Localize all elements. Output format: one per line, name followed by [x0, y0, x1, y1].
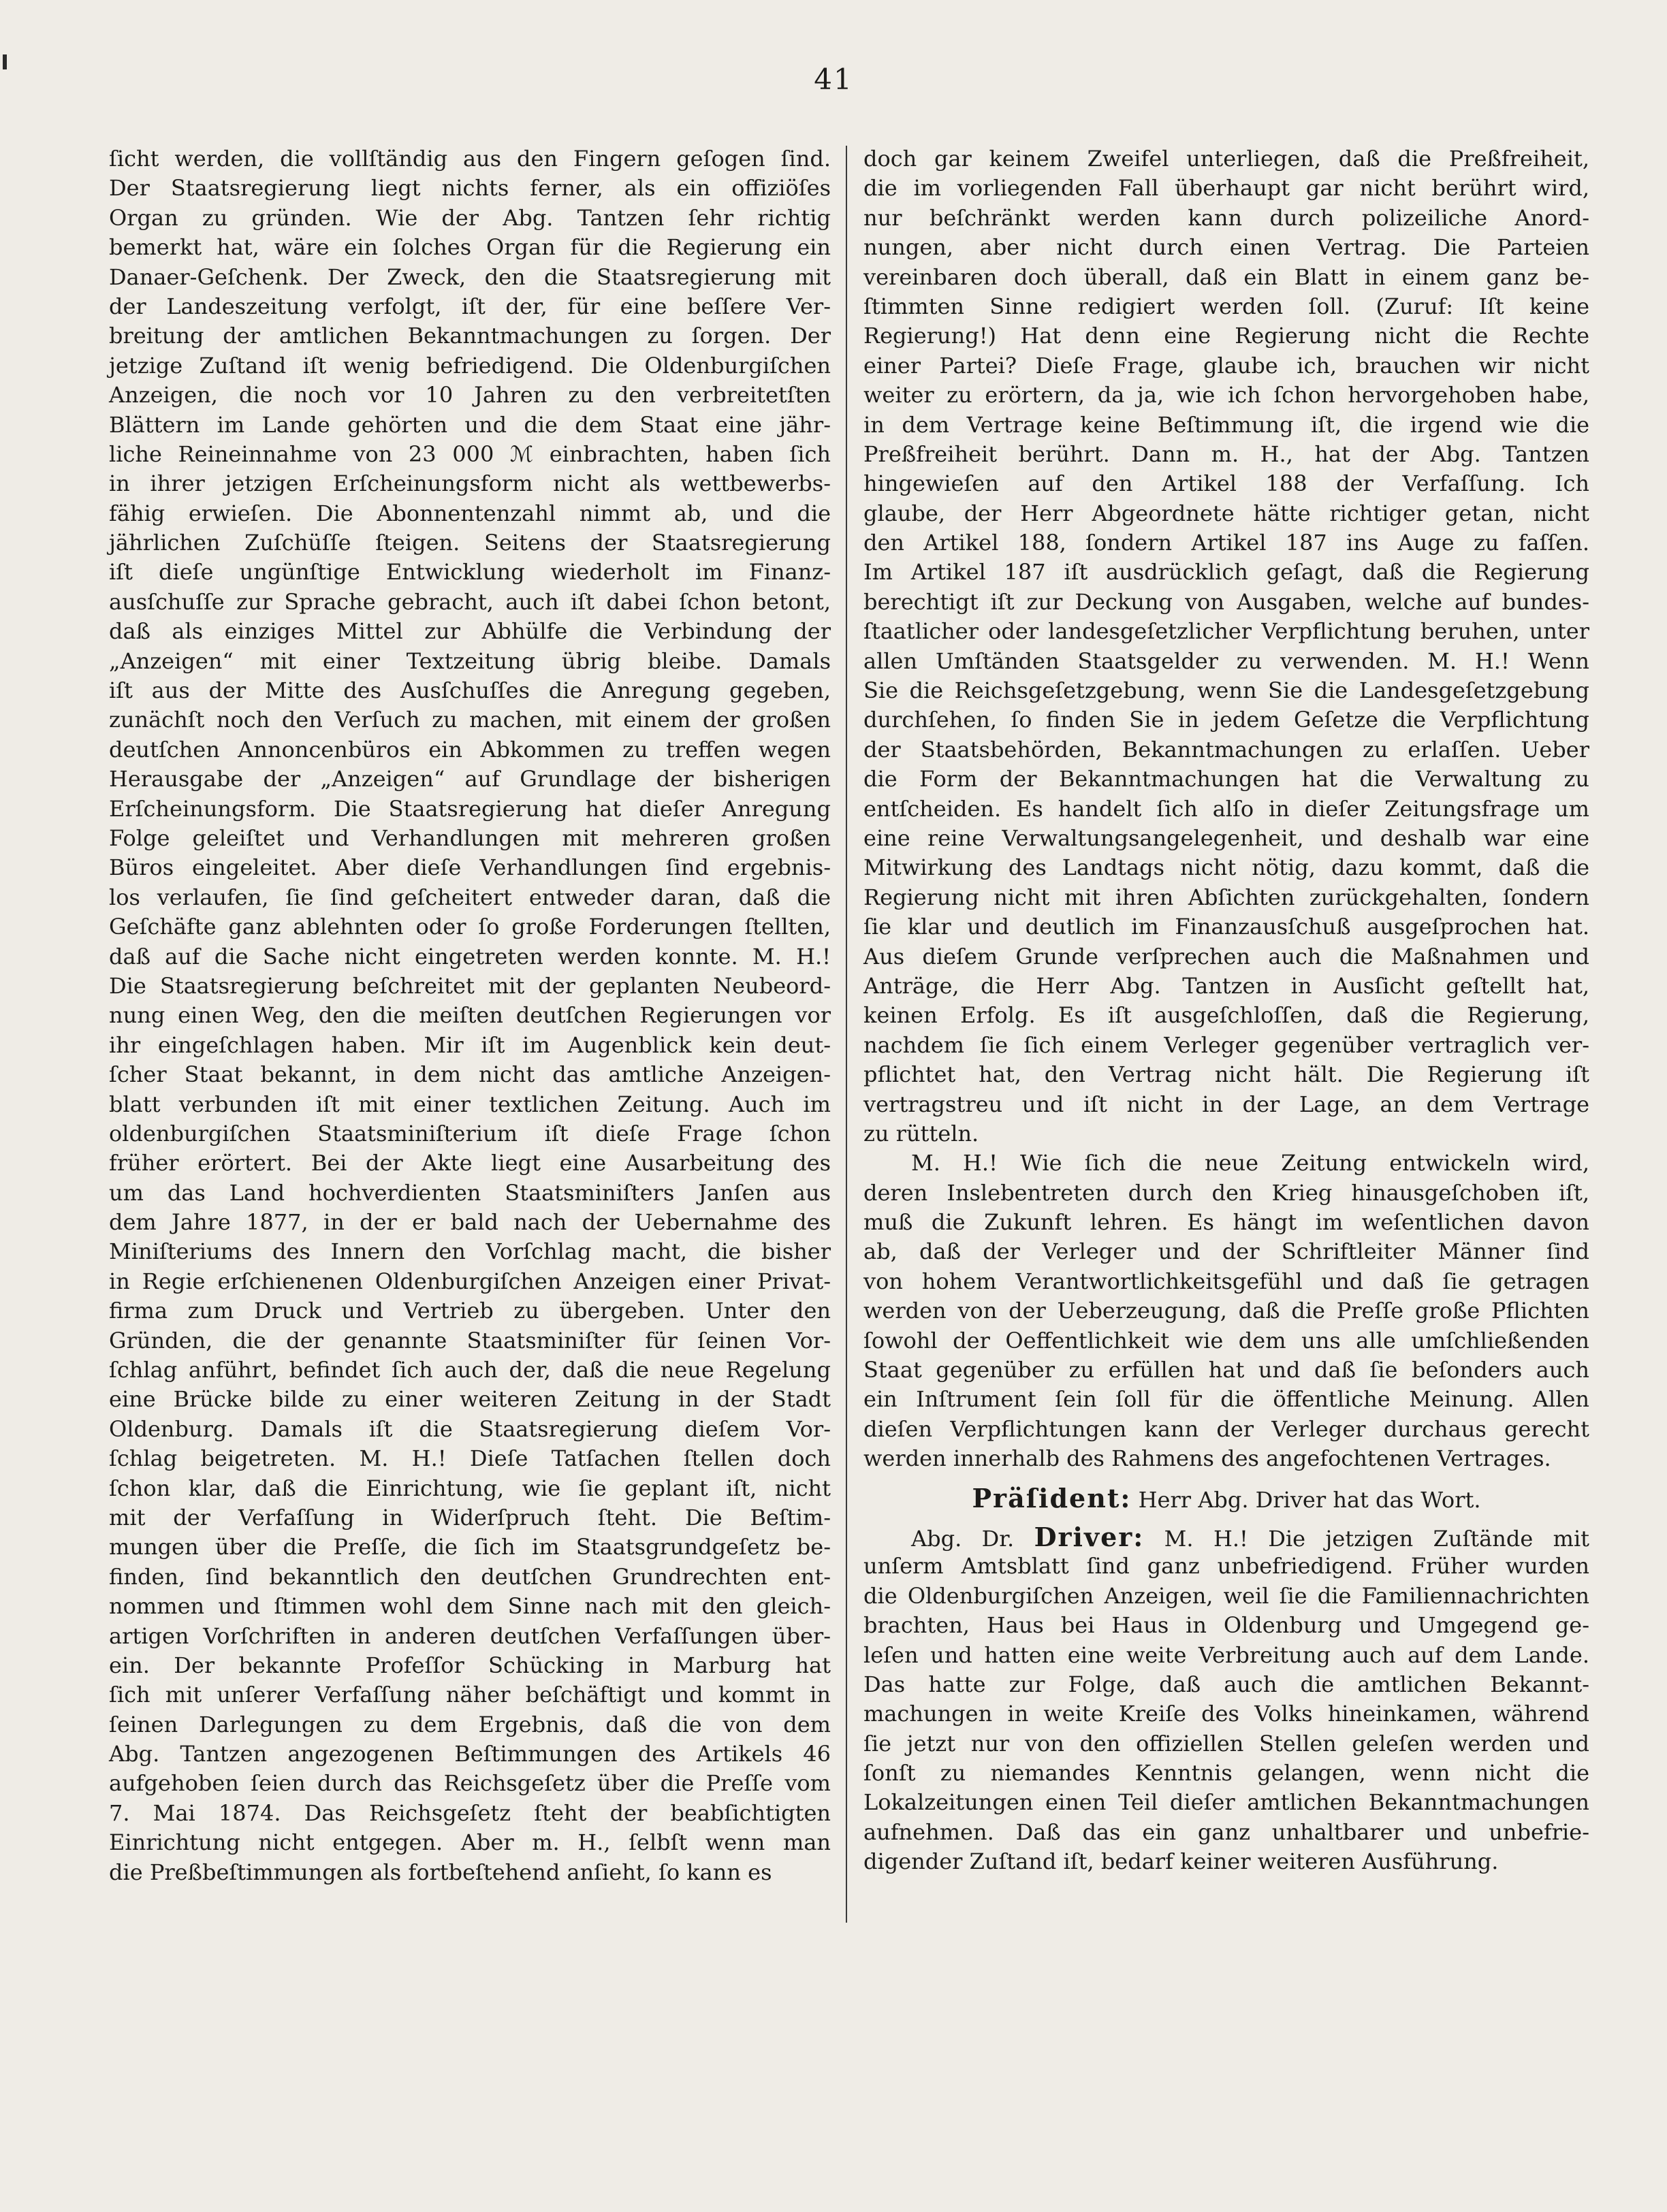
text-line: jetzige Zuſtand iſt wenig befriedigend. Die Oldenburgiſchen	[109, 352, 831, 379]
text-line: machungen in weite Kreiſe des Volks hineinkamen, während	[863, 1701, 1589, 1727]
text-line: dem Jahre 1877, in der er bald nach der Uebernahme des	[109, 1209, 831, 1236]
text-line: 7. Mai 1874. Das Reichsgeſetz ſteht der beabſichtigten	[109, 1799, 831, 1826]
text-line: ſowohl der Oeffentlichkeit wie dem uns alle umſchließenden	[863, 1327, 1589, 1353]
text-line: Büros eingeleitet. Aber dieſe Verhandlungen ſind ergebnis-	[109, 854, 831, 881]
text-line: mit der Verfaſſung in Widerſpruch ſteht. Die Beſtim-	[109, 1504, 831, 1530]
text-line: den Artikel 188, ſondern Artikel 187 ins Auge zu faſſen.	[863, 530, 1589, 556]
text-line: Einrichtung nicht entgegen. Aber m. H., ſelbſt wenn man	[109, 1829, 831, 1856]
text-line: Herausgabe der „Anzeigen“ auf Grundlage der bisherigen	[109, 766, 831, 792]
text-line: in dem Vertrage keine Beſtimmung iſt, die irgend wie die	[863, 411, 1589, 438]
text-line: ſich mit unſerer Verfaſſung näher beſchäftigt und kommt in	[109, 1682, 831, 1708]
text-line: die Preßbeſtimmungen als fortbeſtehend anſieht, ſo kann es	[109, 1859, 772, 1885]
text-line: Staat gegenüber zu erfüllen hat und daß ſie beſonders auch	[863, 1357, 1589, 1383]
text-line: der Landeszeitung verfolgt, iſt der, für eine beſſere Ver-	[109, 293, 831, 319]
text-line: nommen und ſtimmen wohl dem Sinne nach mit den gleich-	[109, 1593, 831, 1620]
right-column	[863, 144, 1589, 1877]
text-line: ſchlag beigetreten. M. H.! Dieſe Tatſachen ſtellen doch	[109, 1445, 831, 1472]
text-line: entſcheiden. Es handelt ſich alſo in dieſer Zeitungsfrage um	[863, 795, 1589, 822]
text-line: Danaer-Geſchenk. Der Zweck, den die Staatsregierung mit	[109, 263, 831, 290]
text-line: dieſen Verpflichtungen kann der Verleger durchaus gerecht	[863, 1415, 1589, 1442]
text-line: Sie die Reichsgeſetzgebung, wenn Sie die Landesgeſetzgebung	[863, 677, 1589, 704]
text-line: ſtaatlicher oder landesgeſetzlicher Verpflichtung beruhen, unter	[863, 618, 1589, 645]
text-line: Anzeigen, die noch vor 10 Jahren zu den verbreitetſten	[109, 382, 831, 408]
text-line: durchſehen, ſo finden Sie in jedem Geſetze die Verpflichtung	[863, 707, 1589, 733]
text-line: deutſchen Annoncenbüros ein Abkommen zu treffen wegen	[109, 736, 831, 763]
text-line: zunächſt noch den Verſuch zu machen, mit einem der großen	[109, 707, 831, 733]
text-line: früher erörtert. Bei der Akte liegt eine Ausarbeitung des	[109, 1150, 831, 1176]
text-line: Geſchäfte ganz ablehnten oder ſo große Forderungen ſtellten,	[109, 914, 831, 940]
text-line: Abg. Tantzen angezogenen Beſtimmungen des Artikels 46	[109, 1741, 831, 1767]
text-line: ſcher Staat bekannt, in dem nicht das amtliche Anzeigen-	[109, 1061, 831, 1088]
text-line: die Oldenburgiſchen Anzeigen, weil ſie die Familiennachrichten	[863, 1582, 1589, 1609]
text-line: aufnehmen. Daß das ein ganz unhaltbarer und unbefrie-	[863, 1818, 1589, 1845]
text-line: der Staatsbehörden, Bekanntmachungen zu erlaſſen. Ueber	[863, 736, 1589, 763]
driver-speaker: Driver:	[1034, 1521, 1145, 1552]
text-line: daß als einziges Mittel zur Abhülfe die Verbindung der	[109, 618, 831, 645]
text-line: ſie jetzt nur von den offiziellen Stellen geleſen werden und	[863, 1730, 1589, 1757]
text-line: allen Umſtänden Staatsgelder zu verwenden. M. H.! Wenn	[863, 647, 1589, 674]
text-line: M. H.! Wie ſich die neue Zeitung entwickeln wird,	[911, 1150, 1589, 1176]
column-divider	[846, 146, 847, 1923]
text-line: Anträge, die Herr Abg. Tantzen in Ausſicht geſtellt hat,	[863, 972, 1589, 999]
text-line: eine Brücke bilde zu einer weiteren Zeitung in der Stadt	[109, 1386, 831, 1413]
left-column	[109, 144, 831, 1887]
text-line: iſt aus der Mitte des Ausſchuſſes die Anregung gegeben,	[109, 677, 831, 704]
text-line: Aus dieſem Grunde verſprechen auch die Maßnahmen und	[863, 943, 1589, 969]
text-line: Folge geleiſtet und Verhandlungen mit mehreren großen	[109, 824, 831, 851]
text-line: Blättern im Lande gehörten und die dem Staat eine jähr-	[109, 411, 831, 438]
text-line: in Regie erſchienenen Oldenburgiſchen Anzeigen einer Privat-	[109, 1268, 831, 1294]
text-line: Das hatte zur Folge, daß auch die amtlichen Bekannt-	[863, 1671, 1589, 1697]
text-line: iſt dieſe ungünſtige Entwicklung wiederholt im Finanz-	[109, 559, 831, 586]
text-line: Mitwirkung des Landtags nicht nötig, dazu kommt, daß die	[863, 854, 1589, 881]
text-line: werden innerhalb des Rahmens des angefochtenen Vertrages.	[863, 1445, 1551, 1472]
text-line: ſonſt zu niemandes Kenntnis gelangen, wenn nicht die	[863, 1760, 1589, 1786]
text-line: glaube, der Herr Abgeordnete hätte richtiger getan, nicht	[863, 500, 1589, 526]
driver-first-text: M. H.! Die jetzigen Zuſtände mit	[1164, 1525, 1590, 1552]
driver-speech	[863, 1552, 1589, 1876]
text-line: digender Zuſtand iſt, bedarf keiner weiteren Ausführung.	[863, 1848, 1499, 1875]
text-line: Der Staatsregierung liegt nichts ferner, als ein offiziöſes	[109, 175, 831, 202]
text-line: nungen, aber nicht durch einen Vertrag. Die Parteien	[863, 234, 1589, 261]
right-column-part-a	[863, 144, 1589, 1149]
text-line: in ihrer jetzigen Erſcheinungsform nicht als wettbewerbs-	[109, 470, 831, 497]
text-line: ſeinen Darlegungen zu dem Ergebnis, daß die von dem	[109, 1711, 831, 1737]
text-line: ein Inſtrument ſein ſoll für die öffentliche Meinung. Allen	[863, 1386, 1589, 1413]
text-line: Oldenburg. Damals iſt die Staatsregierung dieſem Vor-	[109, 1415, 831, 1442]
text-line: nachdem ſie ſich einem Verleger gegenüber vertraglich ver-	[863, 1031, 1589, 1058]
text-line: ſchlag anführt, befindet ſich auch der, daß die neue Regelung	[109, 1357, 831, 1383]
text-line: Die Staatsregierung beſchreitet mit der geplanten Neubeord-	[109, 972, 831, 999]
text-line: einer Partei? Dieſe Frage, glaube ich, brauchen wir nicht	[863, 352, 1589, 379]
text-line: vereinbaren doch überall, daß ein Blatt in einem ganz be-	[863, 263, 1589, 290]
text-line: artigen Vorſchriften in anderen deutſchen Verfaſſungen über-	[109, 1622, 831, 1649]
text-line: Miniſteriums des Innern den Vorſchlag macht, die bisher	[109, 1238, 831, 1265]
text-line: ſtimmten Sinne redigiert werden ſoll. (Zuruf: Iſt keine	[863, 293, 1589, 319]
text-line: Im Artikel 187 iſt ausdrücklich geſagt, daß die Regierung	[863, 559, 1589, 586]
text-line: um das Land hochverdienten Staatsminiſters Janſen aus	[109, 1179, 831, 1206]
text-line: weiter zu erörtern, da ja, wie ich ſchon hervorgehoben habe,	[863, 382, 1589, 408]
text-line: Organ zu gründen. Wie der Abg. Tantzen ſehr richtig	[109, 204, 831, 231]
page-number: 41	[814, 63, 853, 96]
text-line: von hohem Verantwortlichkeitsgefühl und daß ſie getragen	[863, 1268, 1589, 1294]
text-line: breitung der amtlichen Bekanntmachungen zu ſorgen. Der	[109, 323, 831, 349]
text-line: Preßfreiheit berührt. Dann m. H., hat der Abg. Tantzen	[863, 440, 1589, 467]
text-line: finden, ſind bekanntlich den deutſchen Grundrechten ent-	[109, 1563, 831, 1590]
text-line: Gründen, die der genannte Staatsminiſter für ſeinen Vor-	[109, 1327, 831, 1353]
text-line: unſerm Amtsblatt ſind ganz unbefriedigend. Früher wurden	[863, 1553, 1589, 1580]
text-line: ausſchuſſe zur Sprache gebracht, auch iſt dabei ſchon betont,	[109, 588, 831, 615]
text-line: los verlaufen, ſie ſind geſcheitert entweder daran, daß die	[109, 884, 831, 910]
text-line: oldenburgiſchen Staatsminiſterium iſt dieſe Frage ſchon	[109, 1120, 831, 1147]
text-line: mungen über die Preſſe, die ſich im Staatsgrundgeſetz be-	[109, 1534, 831, 1560]
president-speaker: Präſident:	[972, 1482, 1132, 1513]
text-line: ſicht werden, die vollſtändig aus den Fingern geſogen ſind.	[109, 146, 831, 172]
driver-prefix: Abg. Dr.	[911, 1525, 1015, 1552]
text-line: daß auf die Sache nicht eingetreten werden konnte. M. H.!	[109, 943, 831, 969]
right-column-part-b	[863, 1149, 1589, 1473]
text-line: doch gar keinem Zweifel unterliegen, daß die Preßfreiheit,	[863, 146, 1589, 172]
text-line: Regierung!) Hat denn eine Regierung nicht die Rechte	[863, 323, 1589, 349]
text-line: ein. Der bekannte Profeſſor Schücking in Marburg hat	[109, 1652, 831, 1678]
text-line: bemerkt hat, wäre ein ſolches Organ für die Regierung ein	[109, 234, 831, 261]
text-line: fähig erwieſen. Die Abonnentenzahl nimmt ab, und die	[109, 500, 831, 526]
text-line: muß die Zukunft lehren. Es hängt im weſentlichen davon	[863, 1209, 1589, 1236]
text-line: jährlichen Zuſchüſſe ſteigen. Seitens der Staatsregierung	[109, 530, 831, 556]
text-line: hingewieſen auf den Artikel 188 der Verfaſſung. Ich	[863, 470, 1589, 497]
text-line: nur beſchränkt werden kann durch polizeiliche Anord-	[863, 204, 1589, 231]
text-line: ſchon klar, daß die Einrichtung, wie ſie geplant iſt, nicht	[109, 1475, 831, 1501]
text-line: vertragstreu und iſt nicht in der Lage, an dem Vertrage	[863, 1091, 1589, 1117]
text-line: ihr eingeſchlagen haben. Mir iſt im Augenblick kein deut-	[109, 1031, 831, 1058]
president-text: Herr Abg. Driver hat das Wort.	[1138, 1486, 1481, 1513]
text-line: brachten, Haus bei Haus in Oldenburg und Umgegend ge-	[863, 1612, 1589, 1639]
text-line: die Form der Bekanntmachungen hat die Verwaltung zu	[863, 766, 1589, 792]
text-line: Lokalzeitungen einen Teil dieſer amtlichen Bekanntmachungen	[863, 1789, 1589, 1816]
driver-first-line	[863, 1522, 1589, 1552]
president-line	[863, 1484, 1589, 1513]
text-line: blatt verbunden iſt mit einer textlichen Zeitung. Auch im	[109, 1091, 831, 1117]
text-line: aufgehoben ſeien durch das Reichsgeſetz über die Preſſe vom	[109, 1770, 831, 1797]
text-line: Regierung nicht mit ihren Abſichten zurückgehalten, ſondern	[863, 884, 1589, 910]
text-line: ſie klar und deutlich im Finanzausſchuß ausgeſprochen hat.	[863, 914, 1589, 940]
text-line: berechtigt iſt zur Deckung von Ausgaben, welche auf bundes-	[863, 588, 1589, 615]
text-line: Erſcheinungsform. Die Staatsregierung hat dieſer Anregung	[109, 795, 831, 822]
text-line: die im vorliegenden Fall überhaupt gar nicht berührt wird,	[863, 175, 1589, 202]
text-line: liche Reineinnahme von 23 000 ℳ einbrachten, haben ſich	[109, 440, 831, 467]
text-line: eine reine Verwaltungsangelegenheit, und deshalb war eine	[863, 824, 1589, 851]
text-line: zu rütteln.	[863, 1120, 979, 1147]
text-line: firma zum Druck und Vertrieb zu übergeben. Unter den	[109, 1298, 831, 1324]
text-line: leſen und hatten eine weite Verbreitung auch auf dem Lande.	[863, 1641, 1589, 1668]
text-line: nung einen Weg, den die meiſten deutſchen Regierungen vor	[109, 1002, 831, 1029]
text-line: pflichtet hat, den Vertrag nicht hält. Die Regierung iſt	[863, 1061, 1589, 1088]
text-line: deren Inslebentreten durch den Krieg hinausgeſchoben iſt,	[863, 1179, 1589, 1206]
text-line: keinen Erfolg. Es iſt ausgeſchloſſen, daß die Regierung,	[863, 1002, 1589, 1029]
text-line: „Anzeigen“ mit einer Textzeitung übrig bleibe. Damals	[109, 647, 831, 674]
text-line: ab, daß der Verleger und der Schriftleiter Männer ſind	[863, 1238, 1589, 1265]
text-line: werden von der Ueberzeugung, daß die Preſſe große Pflichten	[863, 1298, 1589, 1324]
